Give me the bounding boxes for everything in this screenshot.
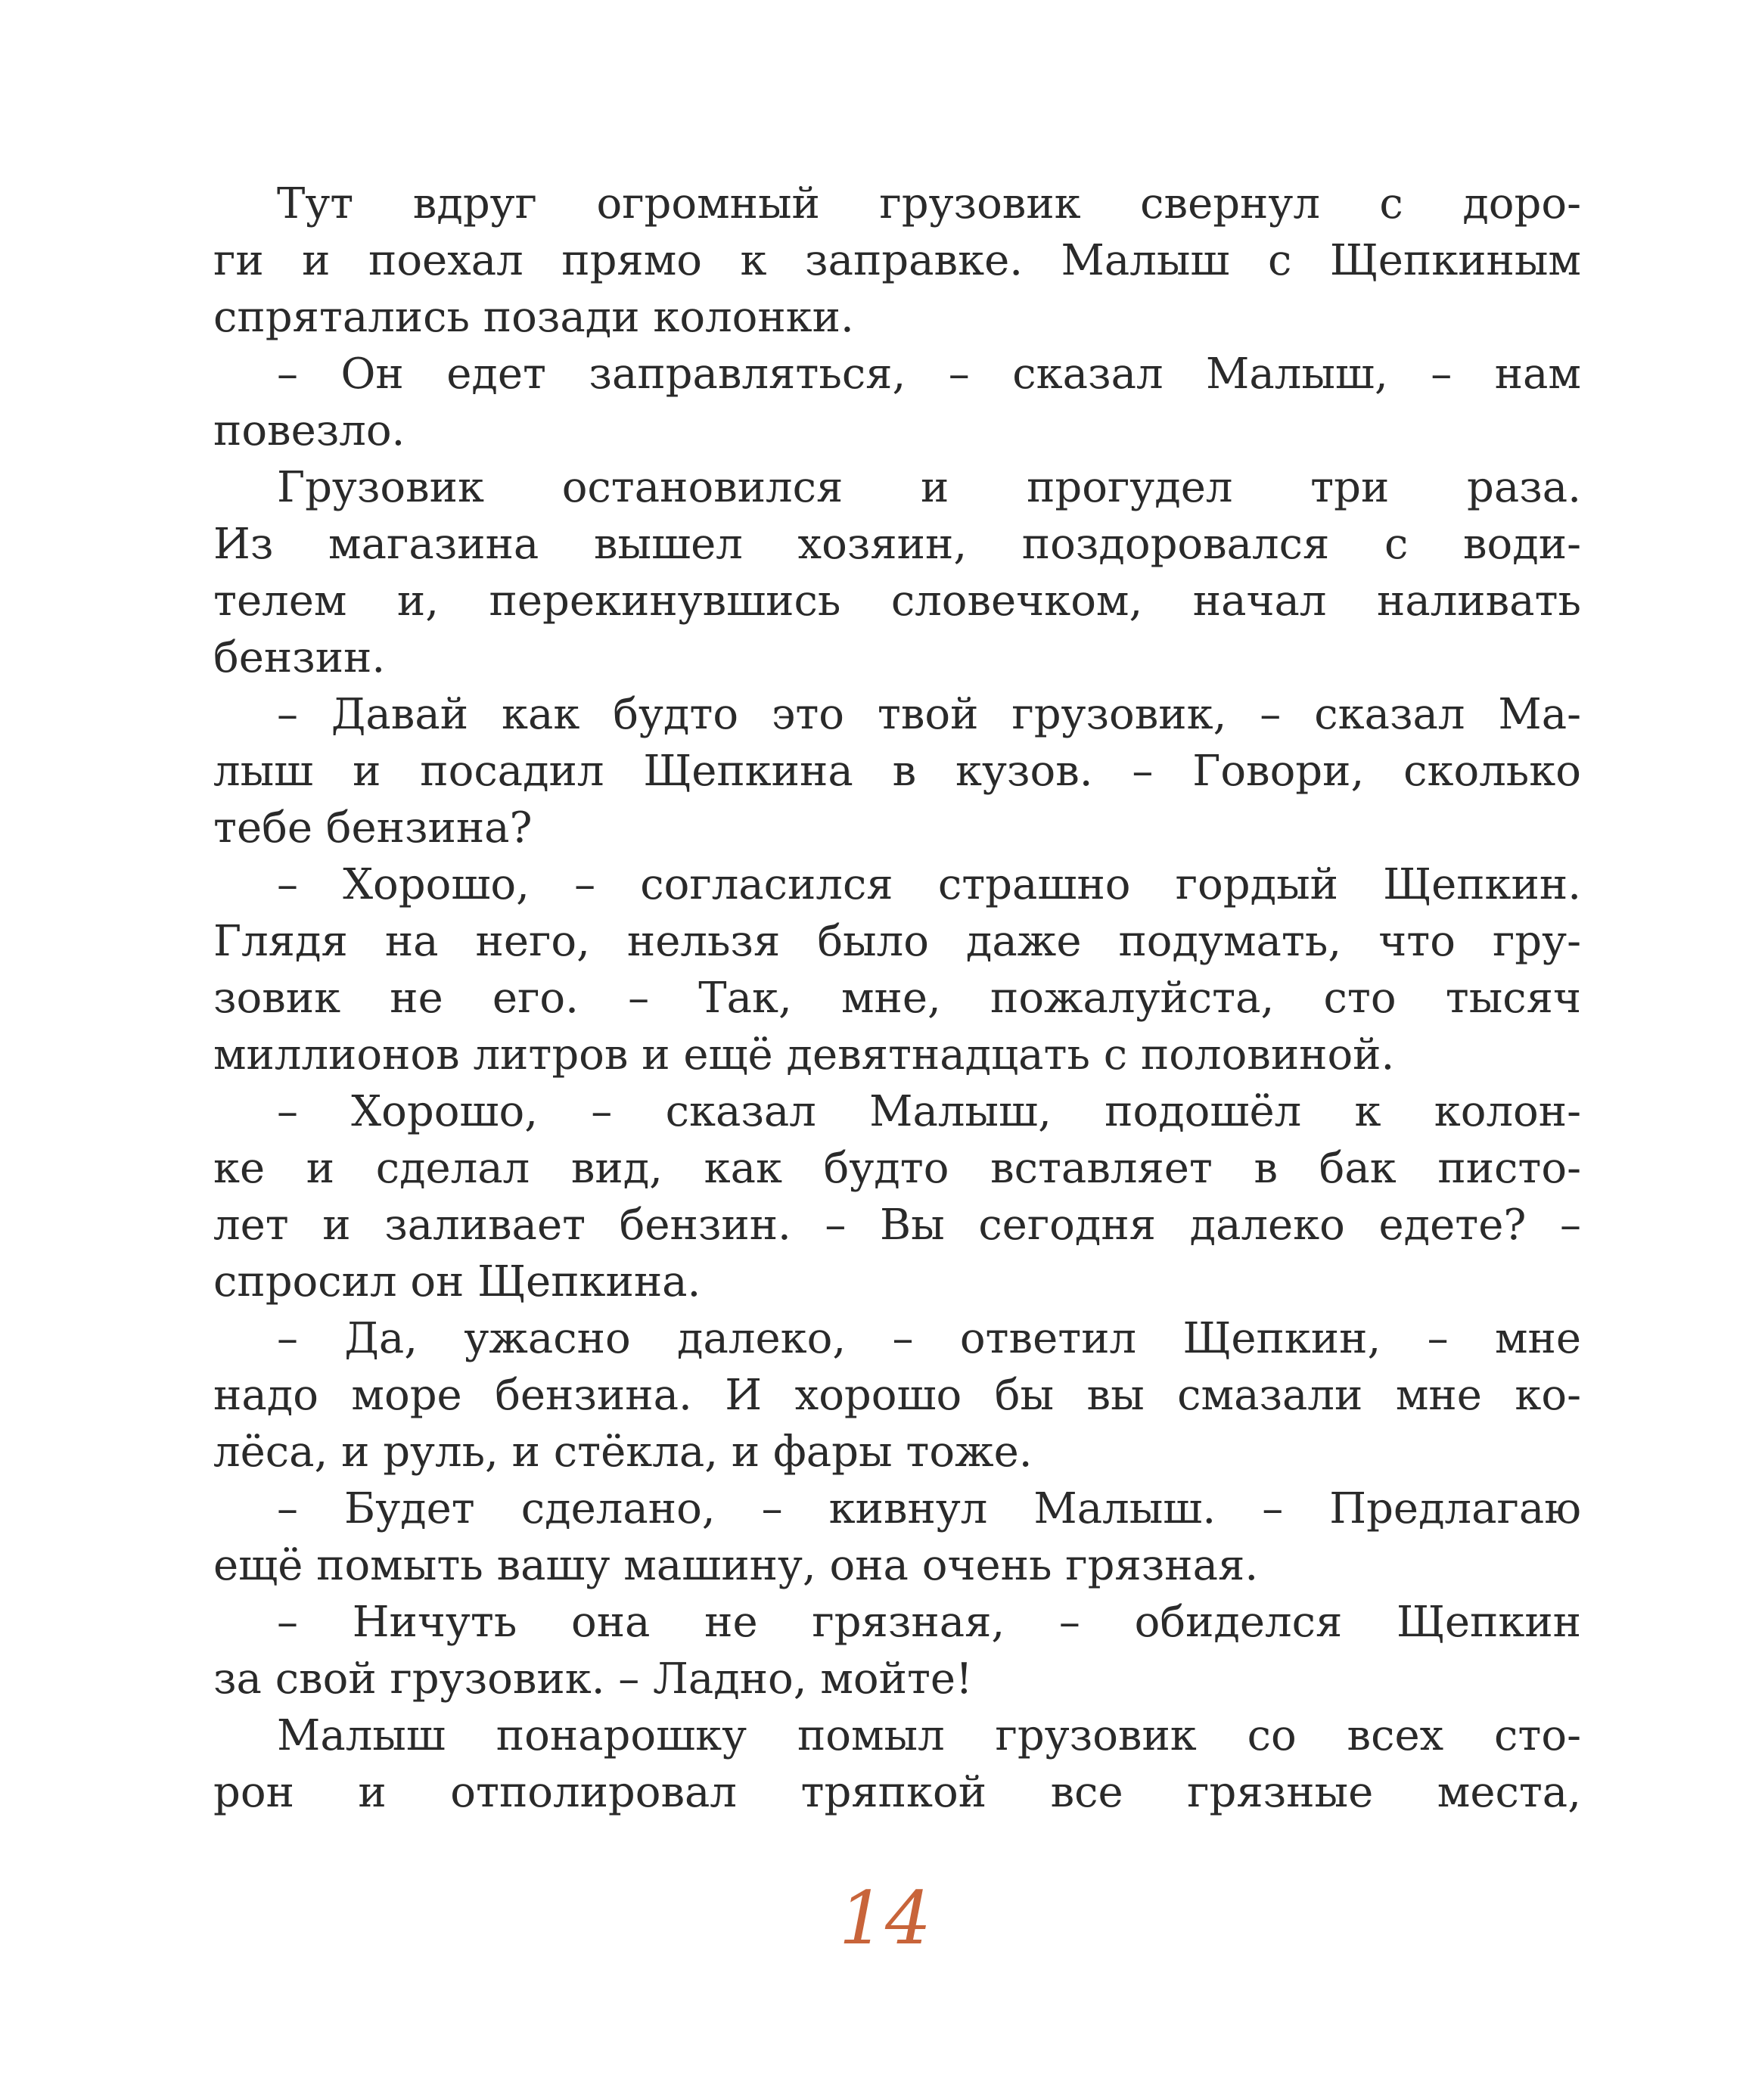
text-line: зовик не его. – Так, мне, пожалуйста, сто тысяч bbox=[213, 974, 1581, 1023]
text-line: надо море бензина. И хорошо бы вы смазали мне ко- bbox=[213, 1371, 1581, 1420]
page-number: 14 bbox=[838, 1876, 932, 1961]
text-line: Из магазина вышел хозяин, поздоровался с води- bbox=[213, 520, 1581, 569]
text-line: – Да, ужасно далеко, – ответил Щепкин, – мне bbox=[277, 1314, 1581, 1363]
text-line: лыш и посадил Щепкина в кузов. – Говори, сколько bbox=[213, 747, 1581, 796]
text-line: повезло. bbox=[213, 406, 405, 455]
text-line: Грузовик остановился и прогудел три раза. bbox=[277, 463, 1581, 512]
text-line: – Ничуть она не грязная, – обиделся Щепкин bbox=[277, 1598, 1581, 1647]
text-line: лёса, и руль, и стёкла, и фары тоже. bbox=[213, 1427, 1033, 1477]
text-line: миллионов литров и ещё девятнадцать с половиной. bbox=[213, 1030, 1395, 1080]
text-line: бензин. bbox=[213, 633, 386, 682]
text-line: ке и сделал вид, как будто вставляет в бак писто- bbox=[213, 1144, 1581, 1193]
text-line: – Хорошо, – согласился страшно гордый Щепкин. bbox=[277, 860, 1581, 909]
text-line: Глядя на него, нельзя было даже подумать, что гру- bbox=[213, 917, 1581, 966]
text-line: телем и, перекинувшись словечком, начал наливать bbox=[213, 576, 1581, 626]
text-line: Тут вдруг огромный грузовик свернул с доро- bbox=[277, 179, 1581, 228]
text-line: ги и поехал прямо к заправке. Малыш с Щепкиным bbox=[213, 236, 1581, 285]
text-line: – Давай как будто это твой грузовик, – сказал Ма- bbox=[277, 690, 1581, 739]
text-line: лет и заливает бензин. – Вы сегодня далеко едете? – bbox=[213, 1201, 1581, 1250]
text-line: рон и отполировал тряпкой все грязные места, bbox=[213, 1768, 1581, 1817]
text-line: спрятались позади колонки. bbox=[213, 293, 854, 342]
text-line: – Он едет заправляться, – сказал Малыш, – нам bbox=[277, 349, 1581, 399]
text-line: – Хорошо, – сказал Малыш, подошёл к колон- bbox=[277, 1087, 1581, 1136]
text-line: Малыш понарошку помыл грузовик со всех сто- bbox=[277, 1711, 1581, 1760]
text-line: за свой грузовик. – Ладно, мойте! bbox=[213, 1654, 973, 1704]
text-line: – Будет сделано, – кивнул Малыш. – Предлагаю bbox=[277, 1484, 1581, 1533]
text-line: тебе бензина? bbox=[213, 803, 533, 853]
body-text bbox=[213, 176, 1581, 1821]
text-line: спросил он Щепкина. bbox=[213, 1257, 701, 1306]
text-line: ещё помыть вашу машину, она очень грязная. bbox=[213, 1541, 1259, 1590]
